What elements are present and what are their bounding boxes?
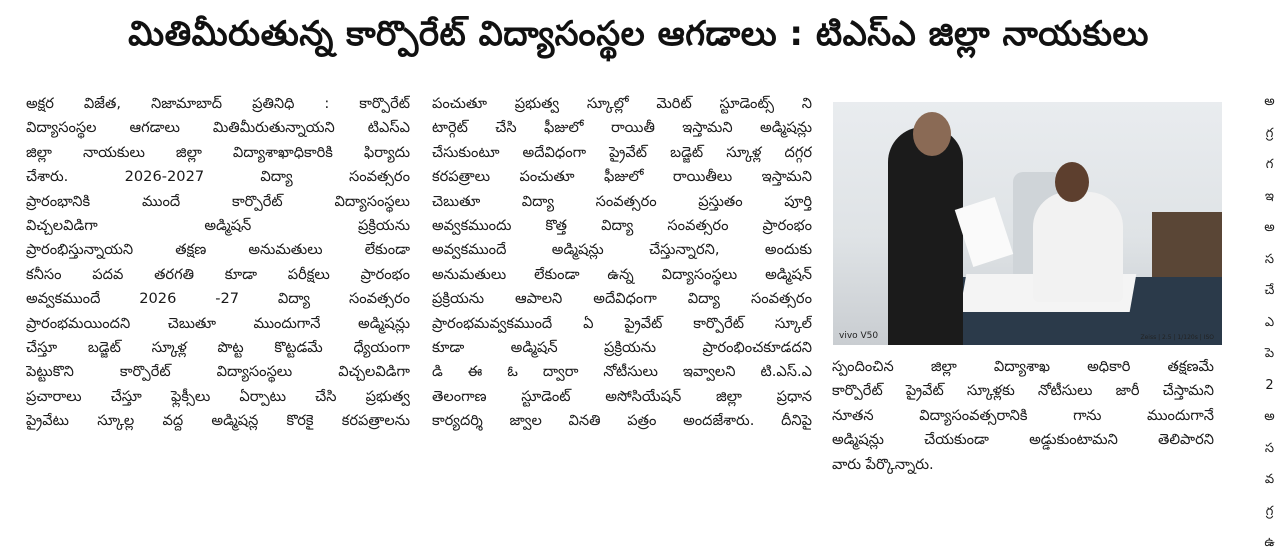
text-line: విచ్చలవిడిగా అడ్మిషన్ ప్రక్రియను bbox=[26, 216, 410, 234]
person-man-shape bbox=[1033, 192, 1123, 302]
edge-glyph: స bbox=[1264, 440, 1275, 456]
edge-glyph: వ bbox=[1264, 472, 1275, 487]
text-line: చేశారు. 2026-2027 విద్యా సంవత్సరం bbox=[26, 168, 410, 186]
text-line: వారు పేర్కొన్నారు. bbox=[832, 455, 934, 473]
edge-glyph: గ్ర bbox=[1265, 503, 1274, 519]
text-line: కార్యదర్శి జ్వాల వినతి పత్రం అందజేశారు. దీనిపై bbox=[432, 412, 812, 430]
person-woman-head bbox=[913, 112, 951, 156]
article-column-3 bbox=[832, 355, 1214, 477]
edge-glyph: ఇ bbox=[1265, 188, 1274, 204]
edge-glyph: పె bbox=[1264, 346, 1275, 361]
edge-glyph: అ bbox=[1264, 220, 1275, 235]
text-line: చేసుకుంటూ అదేవిధంగా ప్రైవేట్ బడ్జెట్ స్కూళ్ల దగ్గర bbox=[432, 143, 812, 161]
text-line: ప్రారంభమయిందని చెబుతూ ముందుగానే అడ్మిషన్లు bbox=[26, 314, 410, 332]
text-line: ప్రైవేటు స్కూల్ల వద్ద అడ్మిషన్ల కొరకై కరపత్రాలను bbox=[26, 412, 410, 430]
text-line: నూతన విద్యాసంవత్సరానికి గాను ముందుగానే bbox=[832, 406, 1214, 424]
text-line: చేస్తూ బడ్జెట్ స్కూళ్ల పొట్ట కొట్టడమే ధ్యేయంగా bbox=[26, 338, 410, 356]
article-column-1 bbox=[26, 92, 410, 433]
text-line: టార్గెట్ చేసి ఫీజులో రాయితీ ఇస్తామని అడ్మిషన్లు bbox=[432, 119, 812, 137]
text-line: కార్పొరేట్ ప్రైవేట్ స్కూళ్లకు నోటీసులు జారీ చేస్తామని bbox=[832, 382, 1214, 400]
petition-sheet bbox=[955, 197, 1013, 267]
headline: మితిమీరుతున్న కార్పొరేట్ విద్యాసంస్థల ఆగడాలు : టిఎస్ఎ జిల్లా నాయకులు bbox=[128, 14, 1149, 54]
edge-glyph: చే bbox=[1264, 283, 1275, 298]
text-line: ప్రచారాలు చేస్తూ ఫ్లెక్సీలు ఏర్పాటు చేసి ప్రభుత్వ bbox=[26, 387, 410, 405]
edge-glyph: గ్ర bbox=[1265, 125, 1274, 141]
text-line: కరపత్రాలు పంచుతూ ఫీజులో రాయితీలు ఇస్తామని bbox=[432, 168, 812, 186]
text-line: అనుమతులు లేకుండా ఉన్న విద్యాసంస్థలు అడ్మిషన్ bbox=[432, 265, 812, 283]
text-line: తెలంగాణ స్టూడెంట్ అసోసియేషన్ జిల్లా ప్రధాన bbox=[432, 387, 812, 405]
edge-glyph: గ bbox=[1265, 157, 1274, 172]
text-line: ప్రక్రియను ఆపాలని అదేవిధంగా విద్యా సంవత్సరం bbox=[432, 290, 812, 308]
text-line: అవ్వకముందే అడ్మిషన్లు చేస్తున్నారని, అందుకు bbox=[432, 241, 812, 259]
adjacent-column-edge bbox=[1262, 86, 1277, 559]
text-line: చెబుతూ విద్యా సంవత్సరం ప్రస్తుతం పూర్తి bbox=[432, 192, 812, 210]
text-line: అవ్వకముందే 2026 -27 విద్యా సంవత్సరం bbox=[26, 290, 410, 308]
edge-glyph: ఉ bbox=[1264, 535, 1275, 550]
text-line: ప్రారంభిస్తున్నాయని తక్షణ అనుమతులు లేకుండా bbox=[26, 241, 410, 259]
photo-timestamp: Zeiss | 2.5 | 1/120s | ISO bbox=[1140, 334, 1214, 341]
text-line: అవ్వకముందు కొత్త విద్యా సంవత్సరం ప్రారంభం bbox=[432, 216, 812, 234]
text-line: అక్షర విజేత, నిజామాబాద్ ప్రతినిధి : కార్పొరేట్ bbox=[26, 95, 410, 112]
edge-glyph: స bbox=[1264, 251, 1275, 267]
text-line: కనీసం పదవ తరగతి కూడా పరీక్షలు ప్రారంభం bbox=[26, 265, 410, 283]
text-line: ప్రారంభానికి ముందే కార్పొరేట్ విద్యాసంస్థలు bbox=[26, 192, 410, 210]
text-line: విద్యాసంస్థల ఆగడాలు మితిమీరుతున్నాయని టిఎస్ఎ bbox=[26, 119, 410, 137]
edge-glyph: 2 bbox=[1265, 377, 1274, 393]
text-line: ప్రారంభమవ్వకముందే ఏ ప్రైవేట్ కార్పొరేట్ స్కూల్ bbox=[432, 314, 812, 332]
person-man-head bbox=[1055, 162, 1089, 202]
text-line: పెట్టుకొని కార్పొరేట్ విద్యాసంస్థలు విచ్చలవిడిగా bbox=[26, 363, 410, 381]
camera-watermark: vivo V50 bbox=[839, 331, 879, 341]
edge-glyph: అ bbox=[1264, 409, 1275, 424]
edge-glyph: అ bbox=[1264, 94, 1275, 109]
news-photo bbox=[833, 102, 1222, 345]
article-column-2 bbox=[432, 92, 812, 433]
text-line: డి ఈ ఓ ద్వారా నోటీసులు ఇవ్వాలని టి.ఎస్.ఎ bbox=[432, 363, 812, 381]
person-woman-shape bbox=[888, 127, 963, 345]
text-line: పంచుతూ ప్రభుత్వ స్కూల్లో మెరిట్ స్టూడెంట్స్ ని bbox=[432, 95, 812, 112]
text-line: కూడా అడ్మిషన్ ప్రక్రియను ప్రారంభించకూడదని bbox=[432, 338, 812, 356]
edge-glyph: ఎ bbox=[1264, 314, 1275, 330]
text-line: స్పందించిన జిల్లా విద్యాశాఖ అధికారి తక్షణమే bbox=[832, 358, 1214, 375]
text-line: అడ్మిషన్లు చేయకుండా అడ్డుకుంటామని తెలిపారని bbox=[832, 431, 1214, 449]
text-line: జిల్లా నాయకులు జిల్లా విద్యాశాఖాధికారికి ఫిర్యాదు bbox=[26, 143, 410, 161]
